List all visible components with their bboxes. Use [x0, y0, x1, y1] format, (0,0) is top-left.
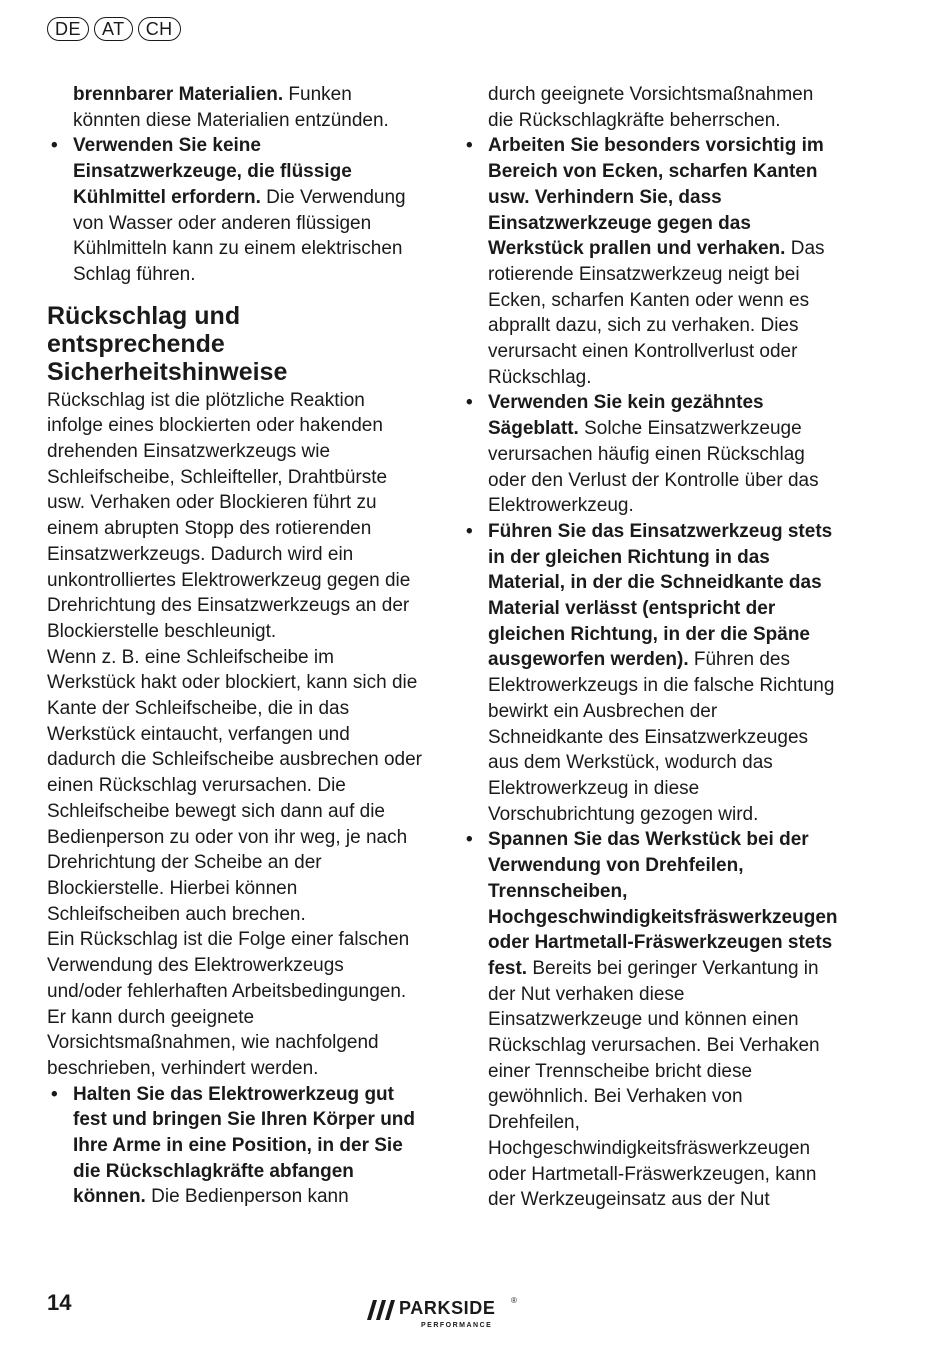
body-text: Die Verwendung von Wasser oder anderen flüssigen Kühlmitteln kann zu einem elektrischen Schlag führen. [73, 186, 406, 285]
country-badges [47, 17, 181, 41]
bold-text: Spannen Sie das Werkstück bei der Verwendung von Drehfeilen, Trennscheiben, Hochgeschwindigkeitsfräswerkzeugen oder Hartmetall-Fräswerkzeugen stets fest. [488, 829, 838, 979]
badge-ch: CH [138, 17, 181, 41]
bold-text: Arbeiten Sie besonders vorsichtig im Bereich von Ecken, scharfen Kanten usw. Verhindern Sie, dass Einsatzwerkzeuge gegen das Werkstück prallen und verhaken. [488, 135, 824, 260]
badge-de: DE [47, 17, 89, 41]
parkside-logo [367, 1298, 527, 1334]
page-number: 14 [47, 1290, 72, 1315]
paragraph: Rückschlag ist die plötzliche Reaktion infolge eines blockierten oder hakenden drehenden Einsatzwerkzeugs wie Schleifscheibe, Schleifteller, Drahtbürste usw. Verhaken oder Blockieren führt zu einem abrupten Stopp des rotierenden Einsatzwerkzeugs. Dadurch wird ein unkontrolliertes Elektrowerkzeug gegen die Drehrichtung des Einsatzwerkzeugs an der Blockierstelle beschleunigt. [47, 389, 411, 642]
body-text: Solche Einsatzwerkzeuge verursachen häufig einen Rückschlag oder den Verlust der Kontrolle über das Elektrowerkzeug. [488, 418, 819, 517]
bullet-item [462, 133, 837, 390]
bold-text: Verwenden Sie kein gezähntes Sägeblatt. [488, 392, 764, 440]
right-column [462, 82, 837, 1213]
logo-registered-mark: ® [511, 1296, 517, 1305]
bold-text: Verwenden Sie keine Einsatzwerkzeuge, die flüssige Kühlmittel erfordern. [73, 135, 352, 208]
body-text: Die Bedienperson kann [145, 1186, 349, 1208]
bullet-item [462, 519, 837, 827]
bullet-item [462, 827, 837, 1213]
paragraph: Wenn z. B. eine Schleifscheibe im Werkstück hakt oder blockiert, kann sich die Kante der Schleifscheibe, die in das Werkstück eintaucht, verfangen und dadurch die Schleifscheibe ausbrechen oder einen Rückschlag verursachen. Die Schleifscheibe bewegt sich dann auf die Bedienperson zu oder von ihr weg, je nach Drehrichtung der Scheibe an der Blockierstelle. Hierbei können Schleifscheiben auch brechen. [47, 646, 422, 925]
left-column [47, 82, 422, 1210]
logo-slashes-icon [367, 1300, 397, 1320]
body-text: Bereits bei geringer Verkantung in der Nut verhaken diese Einsatzwerkzeuge und können einen Rückschlag verursachen. Bei Verhaken einer Trennscheibe bricht diese gewöhnlich. Bei Verhaken von Drehfeilen, Hochgeschwindigkeitsfräswerkzeugen oder Hartmetall-Fräswerkzeugen, kann der Werkzeugeinsatz aus der Nut [488, 957, 820, 1211]
logo-subtitle: PERFORMANCE [421, 1322, 493, 1329]
bullet-item [47, 1082, 422, 1211]
continued-text: durch geeignete Vorsichtsmaßnahmen die Rückschlagkräfte beherrschen. [488, 84, 814, 131]
continued-text [47, 82, 422, 133]
bullet-item [47, 133, 422, 287]
bold-text: Halten Sie das Elektrowerkzeug gut fest und bringen Sie Ihren Körper und Ihre Arme in eine Position, in der Sie die Rückschlagkräfte abfangen können. [73, 1083, 416, 1208]
logo-text: PARKSIDE [399, 1298, 496, 1318]
bold-text: brennbarer Materialien. [73, 84, 284, 105]
body-text: Führen des Elektrowerkzeugs in die falsche Richtung bewirkt ein Ausbrechen der Schneidkante des Einsatzwerkzeuges aus dem Werkstück, wodurch das Elektrowerkzeug in diese Vorschubrichtung gezogen wird. [488, 649, 835, 825]
section-heading: Rückschlag und entsprechende Sicherheitshinweise [47, 301, 288, 386]
bold-text: Führen Sie das Einsatzwerkzeug stets in der gleichen Richtung in das Material, in der die Schneidkante das Material verlässt (entspricht der gleichen Richtung, in der die Späne ausgeworfen werden). [488, 520, 833, 671]
paragraph: Ein Rückschlag ist die Folge einer falschen Verwendung des Elektrowerkzeugs und/oder fehlerhaften Arbeitsbedingungen. Er kann durch geeignete Vorsichtsmaßnahmen, wie nachfolgend beschrieben, verhindert werden. [47, 929, 410, 1079]
badge-at: AT [94, 17, 133, 41]
body-text: Das rotierende Einsatzwerkzeug neigt bei Ecken, scharfen Kanten oder wenn es abprallt dazu, sich zu verhaken. Dies verursacht einen Kontrollverlust oder Rückschlag. [488, 238, 825, 388]
body-text: Funken könnten diese Materialien entzünden. [73, 84, 389, 131]
bullet-item [462, 390, 837, 519]
